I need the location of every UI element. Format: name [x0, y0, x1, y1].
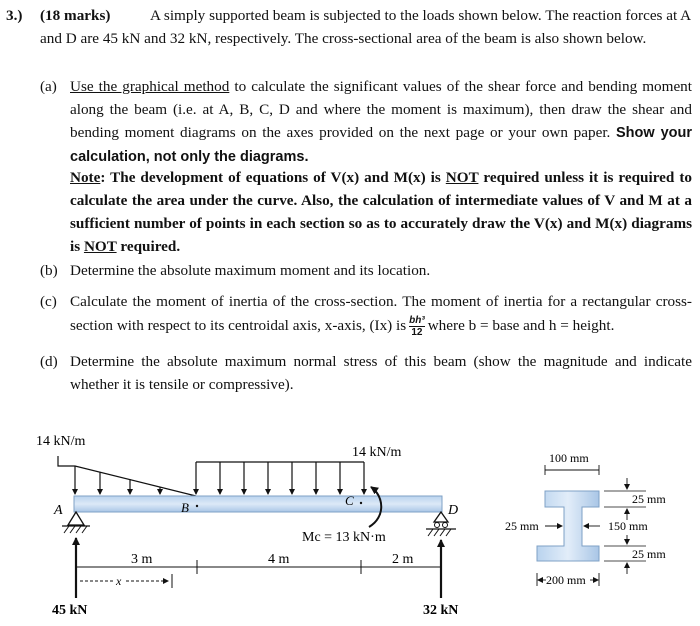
load-right-label: 14 kN/m	[352, 445, 402, 460]
bottom-width-label: 200 mm	[546, 573, 586, 587]
part-c-label: (c)	[40, 293, 57, 310]
flange-bottom-label: 25 mm	[632, 547, 666, 561]
note-text-2: required unless it is required to calculate the area under the curve. Also, the calculation of intermediate values of V and M at a sufficient number of points in each section so as to accurately draw the V(x) and M(x) diagrams is	[70, 169, 692, 255]
part-d-label: (d)	[40, 353, 58, 370]
note-not-1: NOT	[445, 169, 479, 186]
fraction-denominator: 12	[409, 326, 425, 338]
inertia-fraction	[409, 315, 425, 338]
point-c-dot	[360, 502, 362, 504]
load-left-label: 14 kN/m	[36, 434, 86, 449]
question-marks: (18 marks)	[40, 7, 111, 24]
part-a-label: (a)	[40, 78, 57, 95]
fraction-numerator: bh³	[409, 315, 425, 327]
note-label: Note	[70, 169, 101, 186]
question-intro	[40, 4, 692, 50]
web-height-label: 150 mm	[608, 519, 648, 533]
intro-text: A simply supported beam is subjected to the loads shown below. The reaction forces at A and D are 45 kN and 32 kN, respectively. The cross-sectional area of the beam is also shown below.	[40, 7, 691, 47]
flange-top-label: 25 mm	[632, 492, 666, 506]
part-b-text: Determine the absolute maximum moment and its location.	[70, 262, 431, 279]
beam	[74, 496, 442, 512]
x-label: x	[116, 574, 122, 588]
reaction-a-label: 45 kN	[52, 603, 88, 618]
part-c-text	[70, 290, 692, 338]
point-c-label: C	[345, 493, 354, 508]
uniform-load	[196, 462, 364, 494]
part-a-bold: Show your calculation, not only the diagrams.	[70, 125, 693, 165]
dim-bc-label: 4 m	[268, 552, 290, 567]
graphical-method-link: Use the graphical method	[70, 78, 230, 95]
part-b-label: (b)	[40, 262, 58, 279]
question-number: 3.)	[6, 7, 23, 24]
point-a-label: A	[54, 503, 63, 518]
part-c-body: Calculate the moment of inertia of the cross-section. The moment of inertia for a rectangular cross-section with respect to its centroidal axis, x-axis, (Ix) is	[70, 293, 692, 334]
web-width-label: 25 mm	[505, 519, 539, 533]
part-d-text: Determine the absolute maximum normal stress of this beam (show the magnitude and indicate whether it is tensile or compressive).	[70, 353, 692, 393]
point-b-dot	[196, 505, 198, 507]
top-width-label: 100 mm	[549, 451, 589, 465]
dim-cd-label: 2 m	[392, 552, 414, 567]
part-a-body: to calculate the significant values of the shear force and bending moment along the beam (i.e. at A, B, C, D and where the moment is maximum), then draw the shear and bending moment diagrams on the axes provided on the next page or your own paper.	[70, 78, 692, 141]
moment-label: Mc = 13 kN·m	[302, 530, 386, 545]
dim-ab-label: 3 m	[131, 552, 153, 567]
point-d-label: D	[448, 503, 459, 518]
note-text-3: required.	[116, 238, 181, 255]
pin-support-a	[62, 512, 90, 533]
cross-section-diagram	[490, 440, 700, 600]
point-b-label: B	[181, 500, 189, 515]
note-text-1: : The development of equations of V(x) and M(x) is	[100, 169, 446, 186]
reaction-d-label: 32 kN	[423, 603, 459, 618]
part-c-tail: where b = base and h = height.	[427, 317, 615, 334]
part-a-note	[70, 166, 692, 258]
note-not-2: NOT	[83, 238, 117, 255]
triangular-load	[58, 456, 196, 496]
part-a-text	[70, 75, 692, 169]
